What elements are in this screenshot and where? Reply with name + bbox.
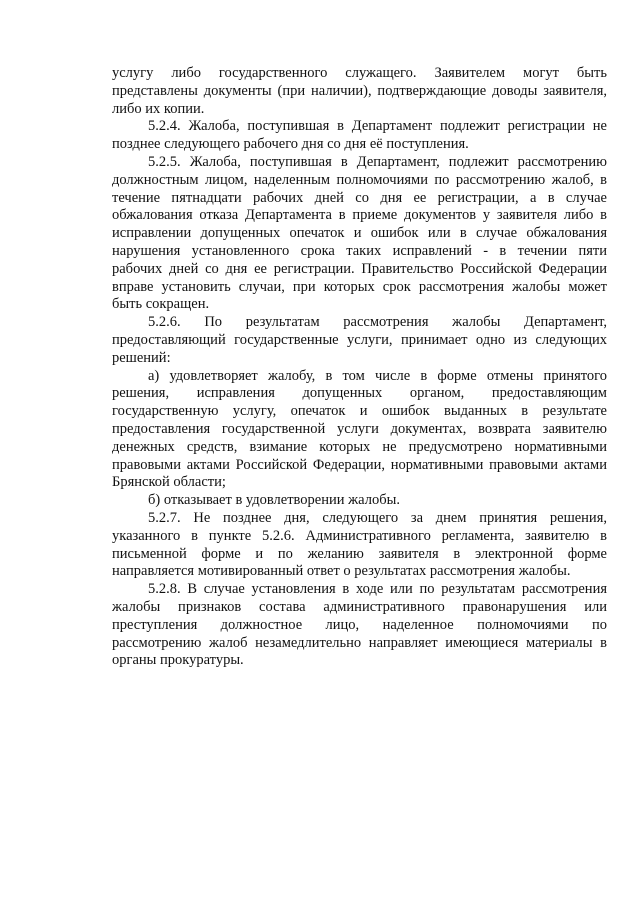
text-line: должностным лицом, наделенным полномочиями по рассмотрению жалоб, в xyxy=(112,171,607,188)
text-line: услугу либо государственного служащего. Заявителем могут быть xyxy=(112,65,607,81)
paragraph-5-2-5 xyxy=(112,154,607,314)
text-line: 5.2.8. В случае установления в ходе или по результатам рассмотрения xyxy=(148,581,607,598)
text-line: направляется мотивированный ответ о результатах рассмотрения жалобы. xyxy=(112,563,571,580)
text-line: денежных средств, взимание которых не предусмотрено нормативными xyxy=(112,438,607,455)
document-page xyxy=(112,65,607,670)
text-line: вправе установить случаи, при которых срок рассмотрения жалобы может xyxy=(112,278,607,295)
text-line: государственную услугу, опечаток и ошибок выданных в результате xyxy=(112,403,607,420)
text-line: либо их копии. xyxy=(112,100,205,117)
text-line: 5.2.5. Жалоба, поступившая в Департамент, подлежит рассмотрению xyxy=(148,153,607,170)
text-line: 5.2.7. Не позднее дня, следующего за днем принятия решения, xyxy=(148,509,607,526)
text-line: указанного в пункте 5.2.6. Административного регламента, заявителю в xyxy=(112,527,607,544)
text-line: 5.2.6. По результатам рассмотрения жалобы Департамент, xyxy=(148,314,607,331)
text-line: предоставления государственной услуги документах, возврата заявителю xyxy=(112,420,607,437)
text-line: решения, исправления допущенных органом, предоставляющим xyxy=(112,385,607,402)
text-line: а) удовлетворяет жалобу, в том числе в форме отмены принятого xyxy=(148,367,607,384)
text-line: течение пятнадцати рабочих дней со дня ее регистрации, а в случае xyxy=(112,189,607,206)
text-line: нарушения установленного срока таких исправлений - в течении пяти xyxy=(112,242,607,259)
text-line: жалобы признаков состава административного правонарушения или xyxy=(112,598,607,615)
text-line: быть сокращен. xyxy=(112,296,210,313)
text-line: б) отказывает в удовлетворении жалобы. xyxy=(148,492,400,509)
paragraph-item-a xyxy=(112,368,607,493)
text-line: 5.2.4. Жалоба, поступившая в Департамент подлежит регистрации не xyxy=(148,118,607,135)
text-line: позднее следующего рабочего дня со дня её поступления. xyxy=(112,136,469,153)
text-line: правовыми актами Российской Федерации, нормативными правовыми актами xyxy=(112,456,607,473)
text-line: представлены документы (при наличии), подтверждающие доводы заявителя, xyxy=(112,82,607,99)
text-line: обжалования отказа Департамента в приеме документов у заявителя либо в xyxy=(112,207,607,224)
text-line: письменной форме и по желанию заявителя в электронной форме xyxy=(112,545,607,562)
paragraph-continuation xyxy=(112,65,607,118)
text-line: исправлении допущенных опечаток и ошибок или в случае обжалования xyxy=(112,225,607,242)
text-line: рассмотрению жалоб незамедлительно направляет имеющиеся материалы в xyxy=(112,634,607,651)
text-line: решений: xyxy=(112,349,171,366)
text-line: Брянской области; xyxy=(112,474,226,491)
text-line: предоставляющий государственные услуги, принимает одно из следующих xyxy=(112,331,607,348)
paragraph-5-2-8 xyxy=(112,581,607,670)
text-line: преступления должностное лицо, наделенное полномочиями по xyxy=(112,616,607,633)
paragraph-5-2-4 xyxy=(112,118,607,154)
text-line: органы прокуратуры. xyxy=(112,652,244,669)
paragraph-5-2-6 xyxy=(112,314,607,367)
text-line: рабочих дней со дня ее регистрации. Правительство Российской Федерации xyxy=(112,260,607,277)
paragraph-5-2-7 xyxy=(112,510,607,581)
paragraph-item-b xyxy=(112,492,607,510)
